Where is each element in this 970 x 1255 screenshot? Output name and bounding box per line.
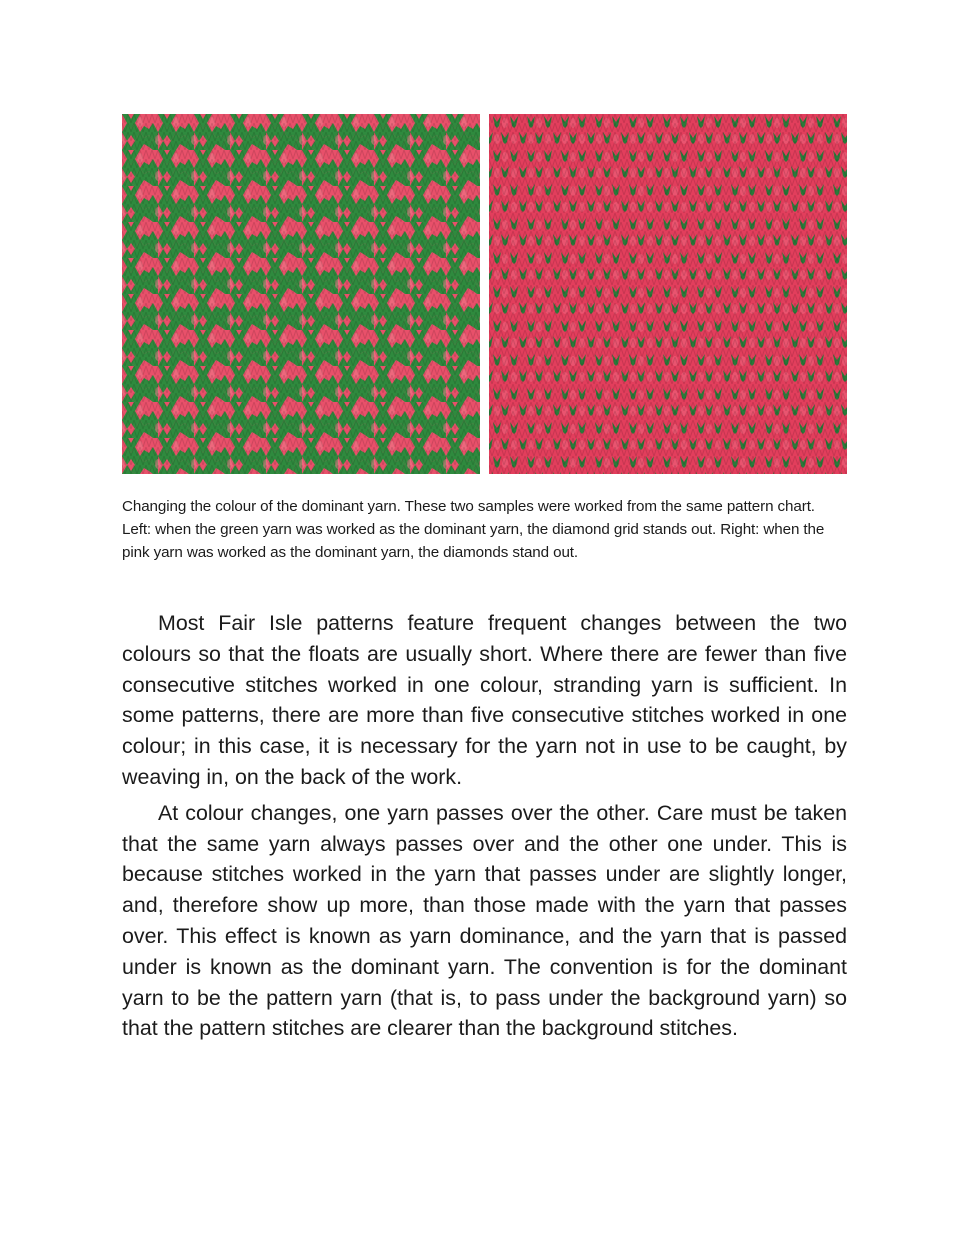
knit-sample-right-image bbox=[489, 114, 847, 474]
body-text bbox=[122, 608, 847, 1049]
figure-caption: Changing the colour of the dominant yarn. These two samples were worked from the same pattern chart. Left: when the green yarn was worked as the dominant yarn, the diamond grid stands out. Right: when the pink yarn was worked as the dominant yarn, the diamonds stand out. bbox=[122, 498, 825, 561]
paragraph-fair-isle-floats: Most Fair Isle patterns feature frequent changes between the two colours so that the floats are usually short. Where there are fewer than five consecutive stitches worked in one colour, stranding yarn is sufficient. In some patterns, there are more than five consecutive stitches worked in one colour; in this case, it is necessary for the yarn not in use to be caught, by weaving in, on the back of the work. bbox=[122, 611, 847, 789]
pink-dominant-knit-pattern bbox=[489, 114, 847, 474]
green-dominant-knit-pattern bbox=[122, 114, 480, 474]
paragraph-yarn-dominance: At colour changes, one yarn passes over the other. Care must be taken that the same yarn always passes over and the other one under. This is because stitches worked in the yarn that passes under are slightly longer, and, therefore show up more, than those made with the yarn that passes over. This effect is known as yarn dominance, and the yarn that is passed under is known as the dominant yarn. The convention is for the dominant yarn to be the pattern yarn (that is, to pass under the background yarn) so that the pattern stitches are clearer than the background stitches. bbox=[122, 800, 847, 1041]
knit-sample-left-image bbox=[122, 114, 480, 474]
